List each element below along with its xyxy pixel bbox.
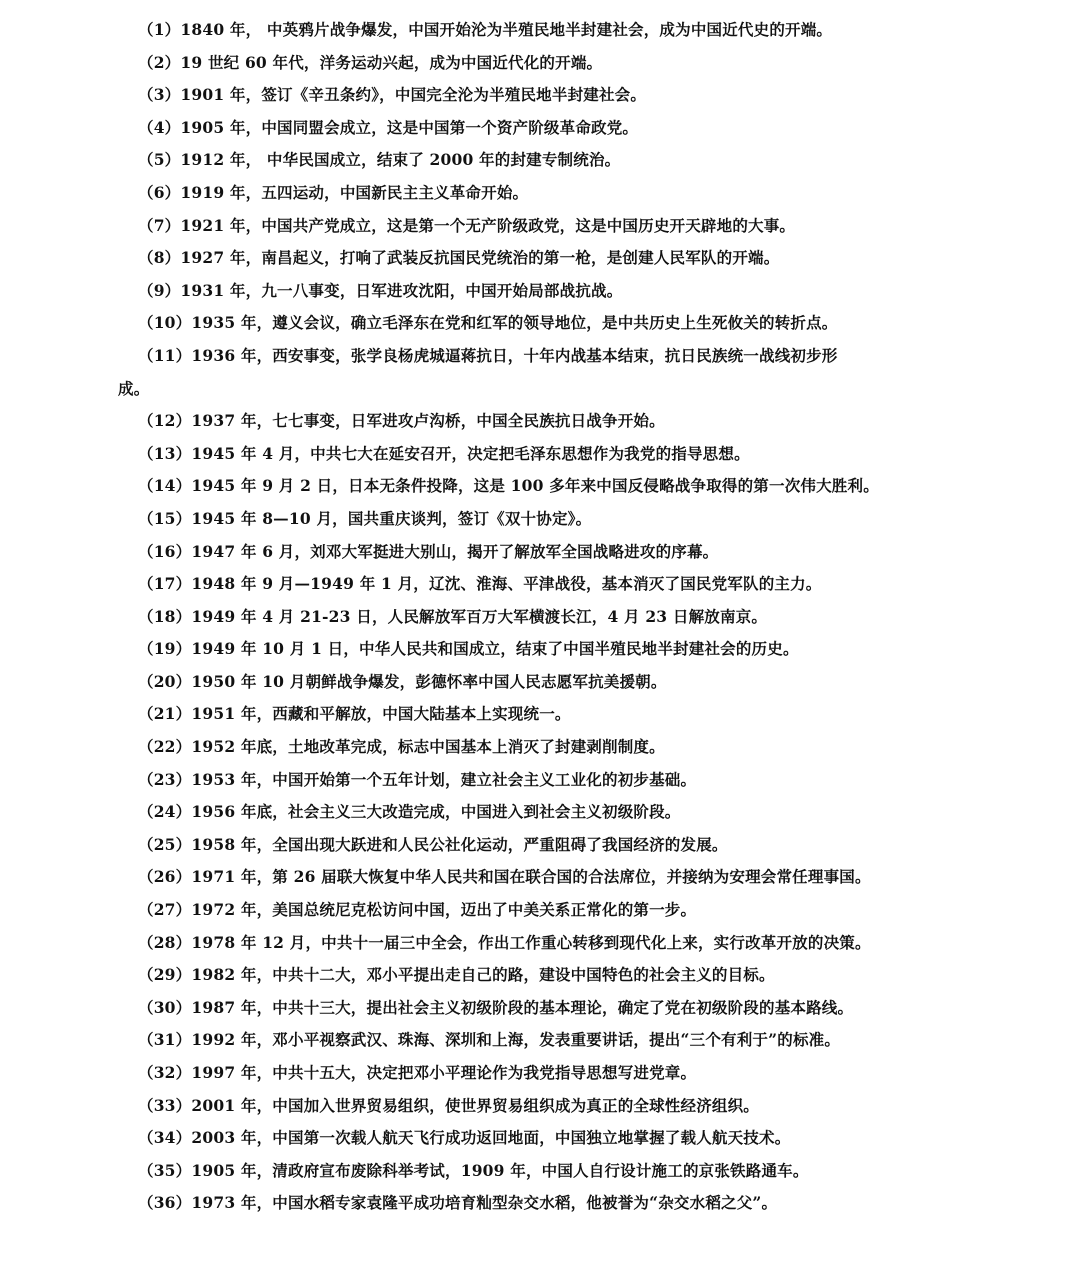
- list-item: （6）1919 年，五四运动，中国新民主主义革命开始。: [138, 182, 529, 202]
- list-item: （18）1949 年 4 月 21-23 日，人民解放军百万大军横渡长江，4 月 23 日解放南京。: [138, 606, 768, 626]
- list-item: （14）1945 年 9 月 2 日，日本无条件投降，这是 100 多年来中国反侵略战争取得的第一次伟大胜利。: [138, 476, 879, 496]
- list-item: （10）1935 年，遵义会议，确立毛泽东在党和红军的领导地位，是中共历史上生死攸关的转折点。: [138, 313, 838, 333]
- list-item: （1）1840 年， 中英鸦片战争爆发，中国开始沦为半殖民地半封建社会，成为中国近代史的开端。: [138, 20, 833, 39]
- list-item: （31）1992 年，邓小平视察武汉、珠海、深圳和上海，发表重要讲话，提出“三个有利于”的标准。: [138, 1030, 841, 1050]
- list-item: （17）1948 年 9 月—1949 年 1 月，辽沈、淮海、平津战役，基本消灭了国民党军队的主力。: [138, 574, 822, 594]
- list-item: （23）1953 年，中国开始第一个五年计划，建立社会主义工业化的初步基础。: [138, 769, 697, 789]
- list-item: （35）1905 年，清政府宣布废除科举考试，1909 年，中国人自行设计施工的京张铁路通车。: [138, 1160, 809, 1180]
- list-item: （30）1987 年，中共十三大，提出社会主义初级阶段的基本理论，确定了党在初级阶段的基本路线。: [138, 997, 854, 1017]
- list-item: （29）1982 年，中共十二大，邓小平提出走自己的路，建设中国特色的社会主义的目标。: [138, 965, 775, 985]
- list-item: （7）1921 年，中国共产党成立，这是第一个无产阶级政党，这是中国历史开天辟地的大事。: [138, 215, 796, 235]
- list-item: （27）1972 年，美国总统尼克松访问中国，迈出了中美关系正常化的第一步。: [138, 900, 697, 920]
- list-item: （33）2001 年，中国加入世界贸易组织，使世界贸易组织成为真正的全球性经济组织。: [138, 1095, 760, 1115]
- list-item: （28）1978 年 12 月，中共十一届三中全会，作出工作重心转移到现代化上来，实行改革开放的决策。: [138, 932, 871, 952]
- list-item: （5）1912 年， 中华民国成立，结束了 2000 年的封建专制统治。: [138, 150, 621, 170]
- list-item: （4）1905 年，中国同盟会成立，这是中国第一个资产阶级革命政党。: [138, 117, 639, 137]
- list-item-11: [118, 340, 958, 405]
- list-item: （16）1947 年 6 月，刘邓大军挺进大别山，揭开了解放军全国战略进攻的序幕。: [138, 541, 719, 561]
- list-item: （13）1945 年 4 月，中共七大在延安召开，决定把毛泽东思想作为我党的指导思想。: [138, 443, 750, 463]
- list-item: （34）2003 年，中国第一次载人航天飞行成功返回地面，中国独立地掌握了载人航天技术。: [138, 1128, 791, 1148]
- list-item: （24）1956 年底，社会主义三大改造完成，中国进入到社会主义初级阶段。: [138, 802, 681, 822]
- list-item: （2）19 世纪 60 年代，洋务运动兴起，成为中国近代化的开端。: [138, 52, 603, 72]
- list-item: （32）1997 年，中共十五大，决定把邓小平理论作为我党指导思想写进党章。: [138, 1063, 697, 1082]
- history-event-list: [118, 14, 958, 1220]
- list-item: （21）1951 年，西藏和平解放，中国大陆基本上实现统一。: [138, 704, 571, 724]
- list-item: （20）1950 年 10 月朝鲜战争爆发，彭德怀率中国人民志愿军抗美援朝。: [138, 671, 667, 691]
- list-item: （8）1927 年，南昌起义，打响了武装反抗国民党统治的第一枪，是创建人民军队的开端。: [138, 248, 780, 268]
- list-item-text: （11）1936 年，西安事变，张学良杨虎城逼蒋抗日，十年内战基本结束，抗日民族统一战线初步形: [138, 345, 838, 365]
- list-item: （36）1973 年，中国水稻专家袁隆平成功培育籼型杂交水稻，他被誉为“杂交水稻之父”。: [138, 1193, 778, 1213]
- list-item: （15）1945 年 8—10 月，国共重庆谈判，签订《双十协定》。: [138, 508, 592, 528]
- list-item: （26）1971 年，第 26 届联大恢复中华人民共和国在联合国的合法席位，并接纳为安理会常任理事国。: [138, 867, 871, 887]
- list-item: （3）1901 年，签订《辛丑条约》，中国完全沦为半殖民地半封建社会。: [138, 85, 647, 105]
- list-item: （22）1952 年底，土地改革完成，标志中国基本上消灭了封建剥削制度。: [138, 737, 665, 757]
- list-item: （25）1958 年，全国出现大跃进和人民公社化运动，严重阻碍了我国经济的发展。: [138, 834, 728, 854]
- list-item-continuation: 成。: [118, 378, 150, 398]
- list-item: （19）1949 年 10 月 1 日，中华人民共和国成立，结束了中国半殖民地半封建社会的历史。: [138, 639, 799, 659]
- list-item: （9）1931 年，九一八事变，日军进攻沈阳，中国开始局部战抗战。: [138, 280, 623, 300]
- list-item: （12）1937 年，七七事变，日军进攻卢沟桥，中国全民族抗日战争开始。: [138, 411, 665, 431]
